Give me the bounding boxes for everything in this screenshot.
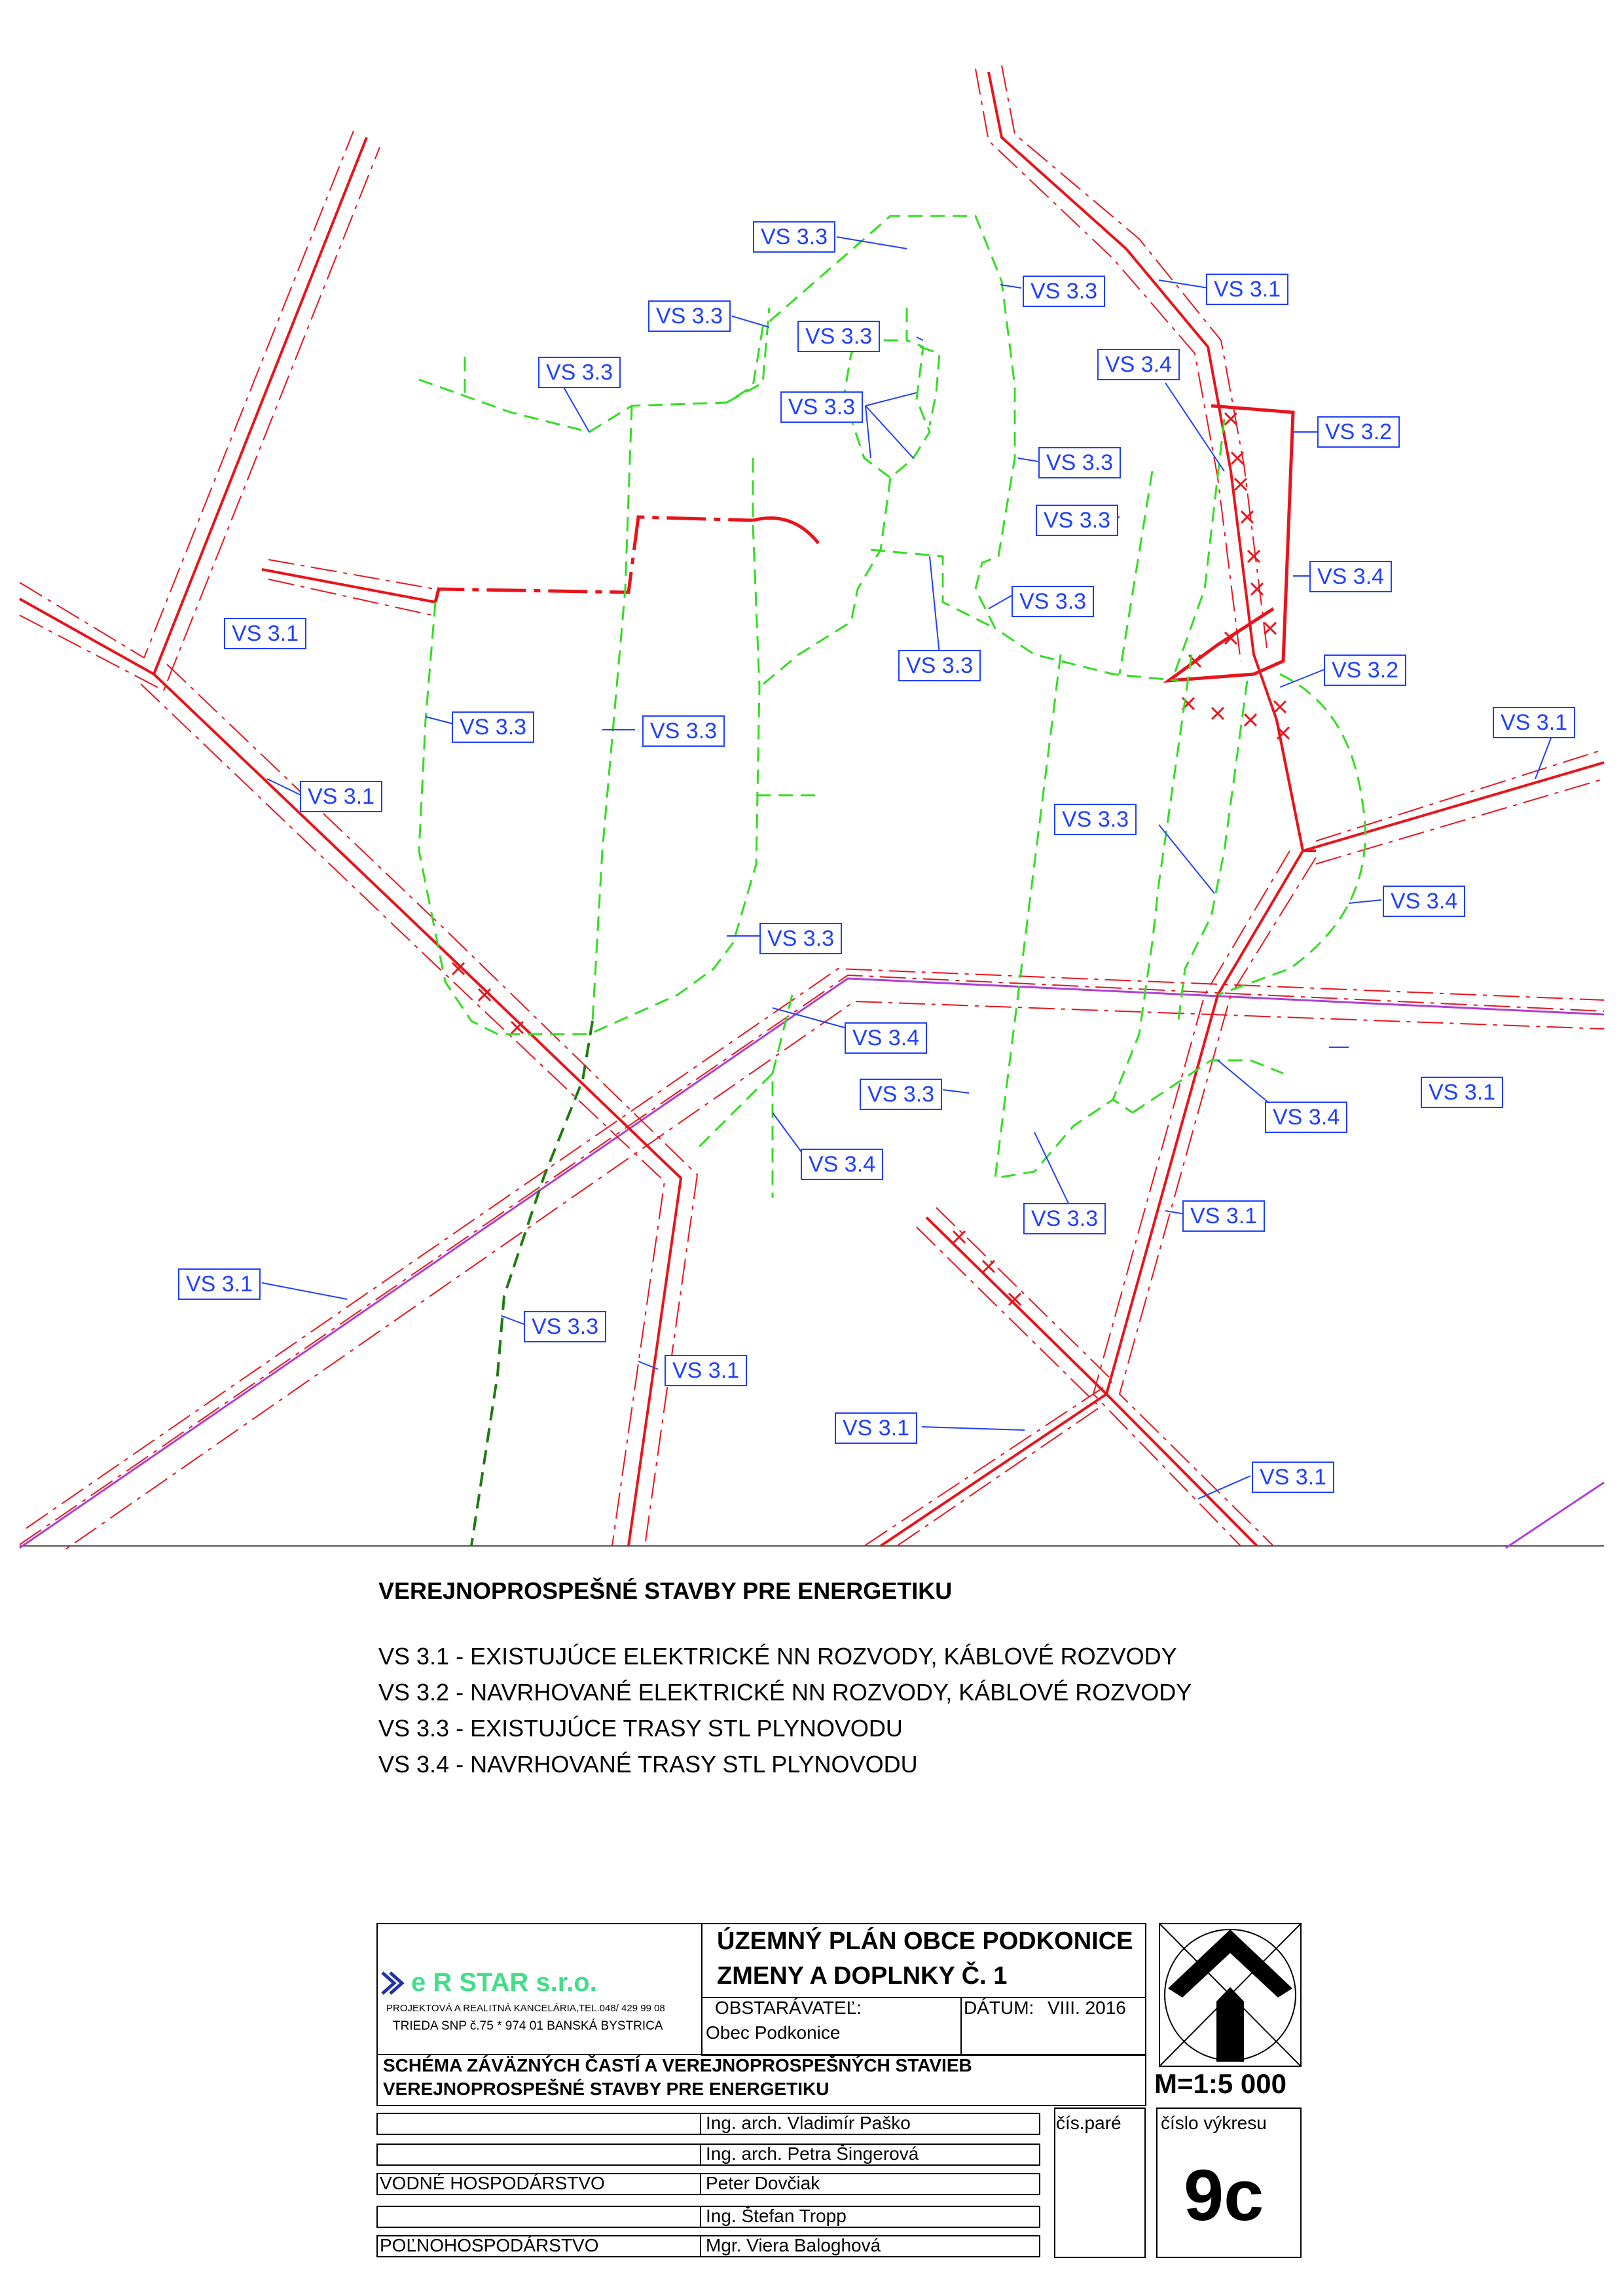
company-line-2: TRIEDA SNP č.75 * 974 01 BANSKÁ BYSTRICA <box>393 2019 663 2033</box>
map-label-vs: VS 3.3 <box>1038 447 1121 478</box>
legend-title: VEREJNOPROSPEŠNÉ STAVBY PRE ENERGETIKU <box>378 1577 953 1604</box>
map-label-vs: VS 3.3 <box>860 1079 942 1110</box>
plan-title: ÚZEMNÝ PLÁN OBCE PODKONICE <box>717 1928 1133 1955</box>
company-line-1: PROJEKTOVÁ A REALITNÁ KANCELÁRIA,TEL.048/ 429 99 08 <box>386 2003 665 2014</box>
map-label-vs: VS 3.4 <box>1097 349 1180 380</box>
map-label-vs: VS 3.4 <box>845 1022 927 1054</box>
map-label-vs: VS 3.3 <box>642 715 725 747</box>
map-label-vs: VS 3.3 <box>898 650 981 681</box>
map-label-vs: VS 3.1 <box>1182 1200 1265 1232</box>
map-label-vs: VS 3.3 <box>648 300 731 332</box>
high-voltage-line <box>20 969 1604 1551</box>
legend-item: VS 3.4 - NAVRHOVANÉ TRASY STL PLYNOVODU <box>378 1751 918 1778</box>
team-name: Peter Dovčiak <box>706 2173 820 2193</box>
team-name: Mgr. Viera Baloghová <box>706 2235 881 2255</box>
date-label: DÁTUM: <box>964 1998 1034 2018</box>
drawing-name-1: SCHÉMA ZÁVÄZNÝCH ČASTÍ A VEREJNOPROSPEŠNÝCH STAVIEB <box>383 2055 972 2075</box>
date-value: VIII. 2016 <box>1048 1998 1126 2018</box>
map-label-vs: VS 3.4 <box>1383 886 1465 917</box>
plan-subtitle: ZMENY A DOPLNKY Č. 1 <box>717 1962 1008 1990</box>
map-label-vs: VS 3.3 <box>1023 276 1105 307</box>
map-label-vs: VS 3.3 <box>780 391 863 423</box>
map-label-vs: VS 3.3 <box>1023 1203 1106 1234</box>
company-name: e R STAR s.r.o. <box>411 1968 597 1997</box>
map-label-vs: VS 3.3 <box>1036 505 1118 536</box>
scale-text: M=1:5 000 <box>1154 2068 1286 2099</box>
map-label-vs: VS 3.4 <box>1265 1102 1347 1133</box>
map-label-vs: VS 3.3 <box>538 357 621 388</box>
map-label-vs: VS 3.1 <box>1206 274 1288 305</box>
map-label-vs: VS 3.3 <box>452 711 534 743</box>
company-logo-icon <box>380 1970 406 1996</box>
team-role: VODNÉ HOSPODÁRSTVO <box>380 2173 605 2193</box>
team-name: Ing. arch. Petra Šingerová <box>706 2144 919 2164</box>
map-label-vs: VS 3.1 <box>1493 707 1575 738</box>
team-role-row <box>376 2144 701 2166</box>
map-label-vs: VS 3.1 <box>1252 1462 1334 1493</box>
map-label-vs: VS 3.4 <box>1309 561 1392 592</box>
drawing-name-2: VEREJNOPROSPEŠNÉ STAVBY PRE ENERGETIKU <box>383 2079 830 2099</box>
legend-item: VS 3.2 - NAVRHOVANÉ ELEKTRICKÉ NN ROZVODY, KÁBLOVÉ ROZVODY <box>378 1679 1192 1706</box>
legend-item: VS 3.1 - EXISTUJÚCE ELEKTRICKÉ NN ROZVODY, KÁBLOVÉ ROZVODY <box>378 1643 1177 1670</box>
map-label-vs: VS 3.3 <box>1054 804 1137 835</box>
map-label-vs: VS 3.1 <box>1421 1077 1503 1108</box>
north-arrow-icon <box>1160 1924 1300 2066</box>
team-name: Ing. Štefan Tropp <box>706 2206 847 2226</box>
map-label-vs: VS 3.3 <box>797 321 880 352</box>
map-label-vs: VS 3.2 <box>1324 655 1406 686</box>
map-label-vs: VS 3.2 <box>1317 416 1400 448</box>
client-value: Obec Podkonice <box>706 2022 841 2043</box>
team-name: Ing. arch. Vladimír Paško <box>706 2113 911 2133</box>
map-label-vs: VS 3.3 <box>759 923 842 954</box>
drawing-number-label: číslo výkresu <box>1161 2113 1267 2133</box>
team-role-row <box>376 2113 701 2135</box>
team-role-row <box>376 2206 701 2228</box>
map-label-vs: VS 3.1 <box>300 781 382 812</box>
map-label-vs: VS 3.4 <box>801 1149 883 1180</box>
map-label-vs: VS 3.3 <box>753 221 835 253</box>
legend-item: VS 3.3 - EXISTUJÚCE TRASY STL PLYNOVODU <box>378 1715 903 1742</box>
power-lines-existing <box>20 65 1604 1546</box>
map-label-vs: VS 3.1 <box>665 1355 747 1386</box>
power-lines-proposed <box>435 406 1293 681</box>
map-label-vs: VS 3.1 <box>224 618 306 649</box>
copies-label: čís.paré <box>1056 2113 1122 2133</box>
map-label-vs: VS 3.3 <box>524 1311 606 1342</box>
map-label-vs: VS 3.1 <box>178 1268 261 1300</box>
team-role: POĽNOHOSPODÁRSTVO <box>380 2235 599 2255</box>
map-label-vs: VS 3.1 <box>835 1412 917 1444</box>
map-label-vs: VS 3.3 <box>1012 586 1094 617</box>
drawing-number: 9c <box>1184 2155 1264 2236</box>
client-label: OBSTARÁVATEĽ: <box>715 1998 862 2018</box>
